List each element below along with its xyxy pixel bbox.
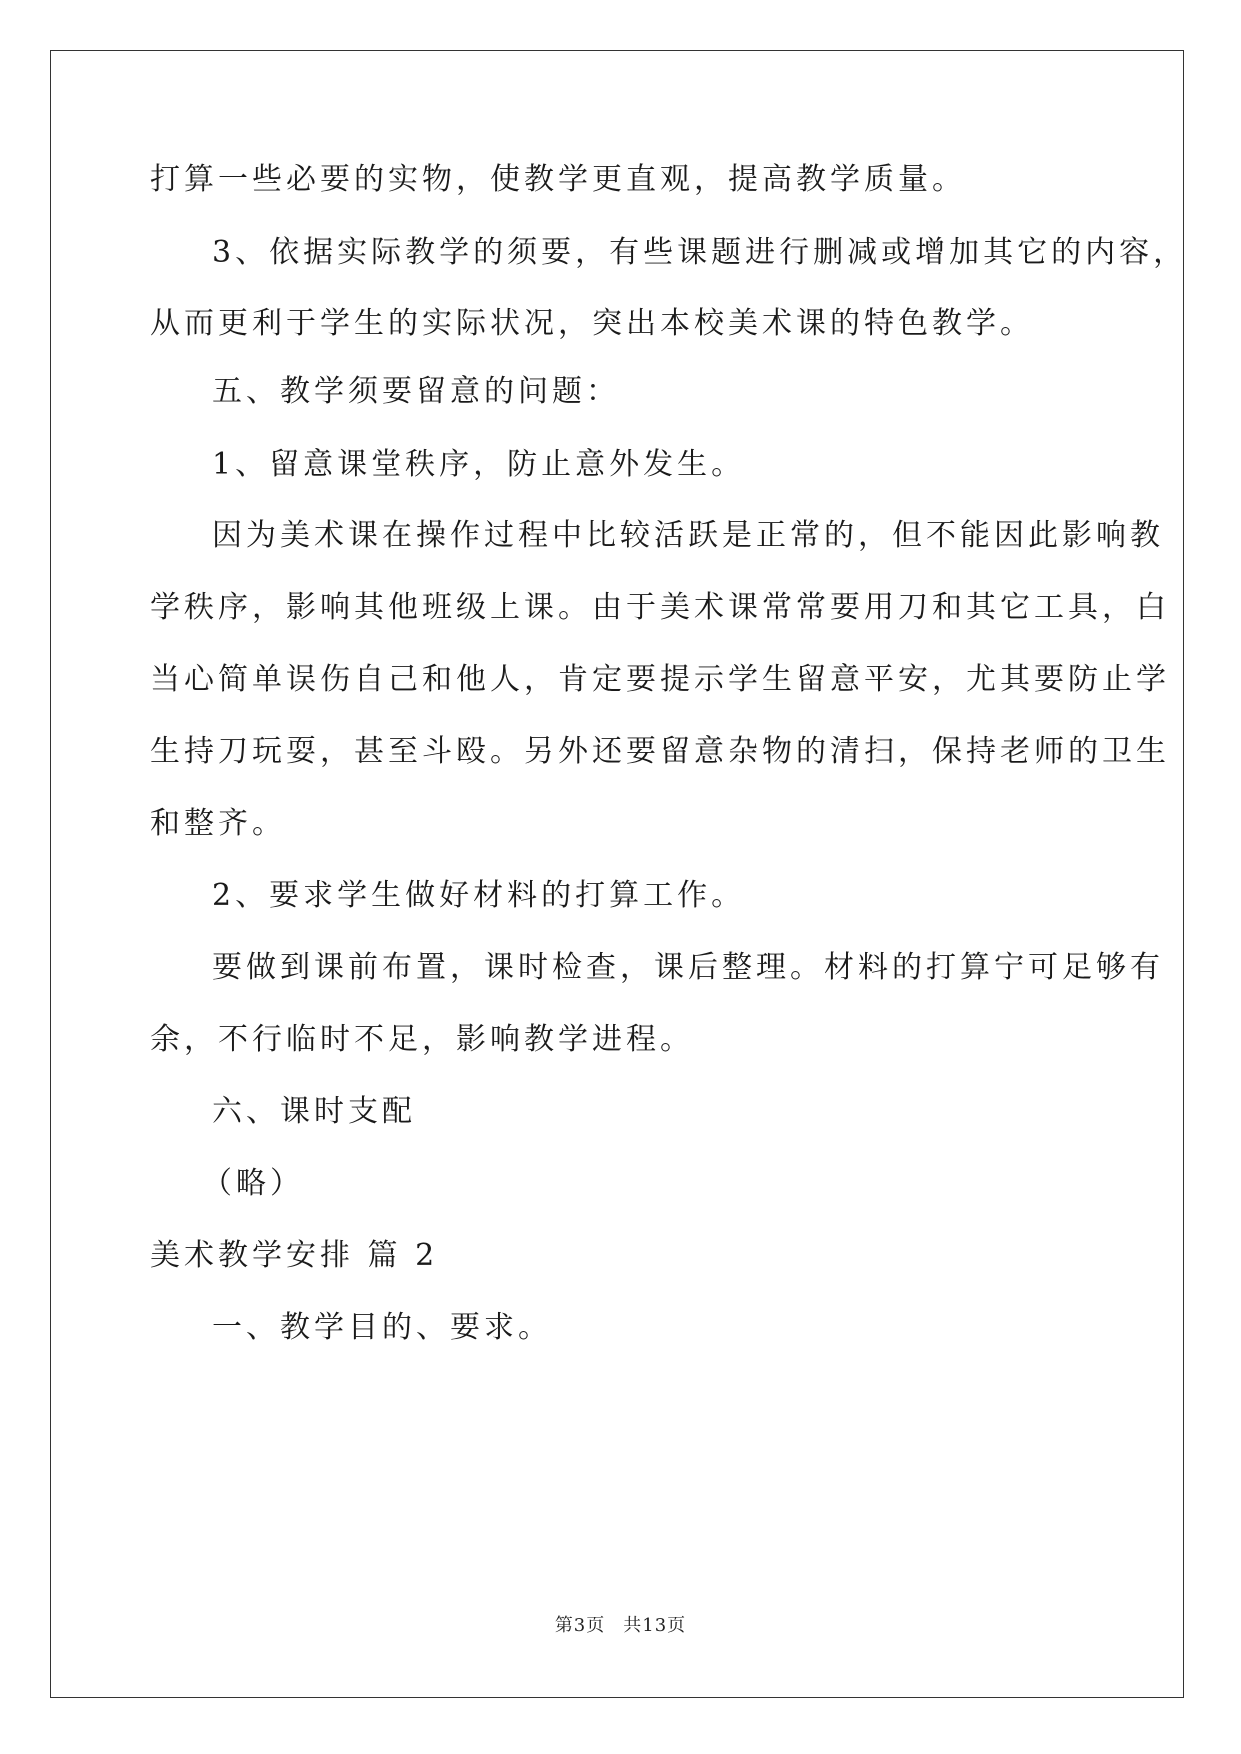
subsection-heading: 2、要求学生做好材料的打算工作。	[212, 878, 746, 913]
page-total: 共13页	[623, 1615, 687, 1636]
page-border	[50, 50, 1184, 1698]
section-heading: 一、教学目的、要求。	[212, 1310, 552, 1345]
paragraph-line: 从而更利于学生的实际状况，突出本校美术课的特色教学。	[150, 306, 1034, 341]
section-heading: 五、教学须要留意的问题：	[212, 374, 620, 409]
paragraph-line: 学秩序，影响其他班级上课。由于美术课常常要用刀和其它工具，白	[150, 590, 1170, 625]
subsection-heading: 1、留意课堂秩序，防止意外发生。	[212, 447, 746, 482]
paragraph-line: （略）	[202, 1166, 304, 1201]
paragraph-line: 要做到课前布置，课时检查，课后整理。材料的打算宁可足够有	[212, 950, 1164, 985]
page-number: 第3页	[554, 1615, 606, 1636]
paragraph-line: 余，不行临时不足，影响教学进程。	[150, 1022, 694, 1057]
paragraph-line: 和整齐。	[150, 806, 286, 841]
paragraph-line: 3、依据实际教学的须要，有些课题进行删减或增加其它的内容，	[212, 235, 1188, 270]
article-title: 美术教学安排 篇 2	[150, 1238, 439, 1273]
section-heading: 六、课时支配	[212, 1094, 416, 1129]
page-footer	[0, 1611, 1241, 1637]
paragraph-line: 打算一些必要的实物，使教学更直观，提高教学质量。	[150, 162, 966, 197]
paragraph-line: 生持刀玩耍，甚至斗殴。另外还要留意杂物的清扫，保持老师的卫生	[150, 734, 1170, 769]
paragraph-line: 因为美术课在操作过程中比较活跃是正常的，但不能因此影响教	[212, 518, 1164, 553]
paragraph-line: 当心简单误伤自己和他人，肯定要提示学生留意平安，尤其要防止学	[150, 662, 1170, 697]
